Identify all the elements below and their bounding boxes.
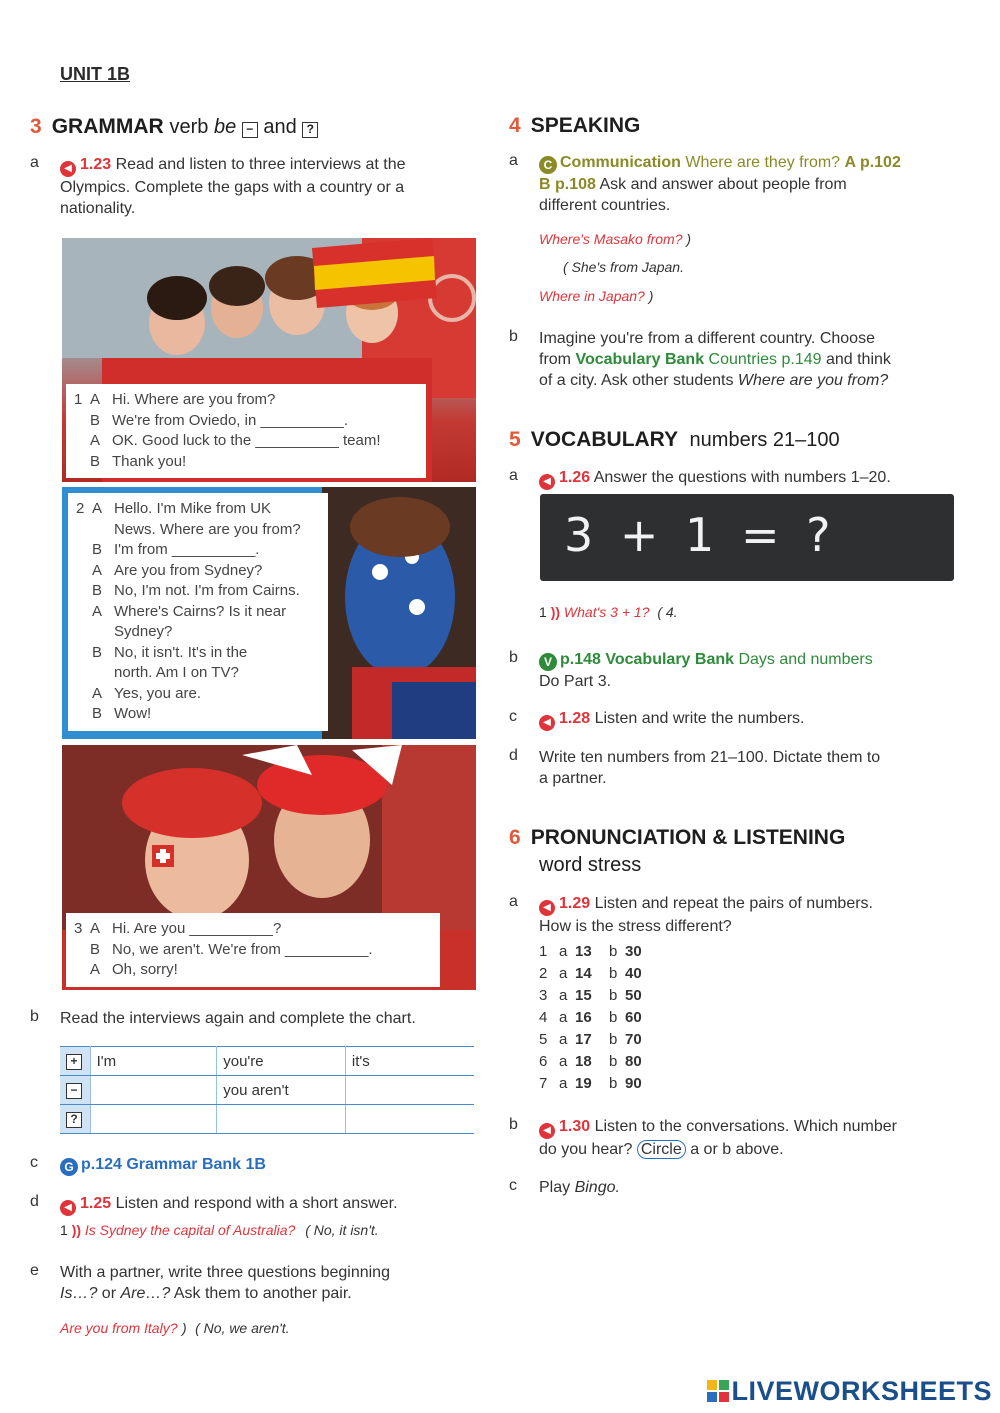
example-answer-bubble: ( No, we aren't. — [195, 1320, 290, 1336]
dialogue-speaker: A — [90, 920, 101, 937]
dialogue-number — [76, 663, 92, 684]
pair-value-a: 15 — [575, 987, 592, 1004]
dialogue-text: OK. Good luck to the __________ team! — [112, 432, 381, 449]
pair-value-a: 18 — [575, 1053, 592, 1070]
dialogue-speaker: A — [92, 500, 103, 517]
dialogue-line — [74, 452, 418, 473]
text-italic: Is…? — [60, 1285, 98, 1302]
dialogue-speaker: B — [90, 411, 101, 429]
dialogue-speaker — [92, 622, 114, 643]
pair-value-a: 14 — [575, 965, 592, 982]
item-letter: b — [509, 649, 518, 666]
text-line: Play — [539, 1179, 571, 1196]
pair-label-b: b — [609, 1075, 618, 1092]
pair-number: 7 — [539, 1075, 548, 1092]
grammar-bank-link[interactable] — [60, 1154, 266, 1176]
bubble-text: Where in Japan? — [539, 288, 645, 304]
chalkboard — [540, 494, 954, 581]
item-letter: e — [30, 1262, 39, 1279]
section-title: PRONUNCIATION & LISTENING — [530, 826, 846, 849]
dialogue-line — [74, 411, 418, 432]
s5d-instructions — [539, 747, 969, 789]
s5-example — [539, 604, 678, 620]
audio-icon[interactable]: ◀ — [60, 161, 76, 177]
speaker-icon: )) — [550, 604, 561, 620]
chart-cell[interactable]: I'm — [90, 1047, 217, 1076]
text-line: Listen and repeat the pairs of numbers. — [594, 895, 873, 912]
logo-text: LIVEWORKSHEETS — [731, 1376, 992, 1406]
dialogue-speaker: A — [92, 602, 103, 620]
chart-cell[interactable] — [345, 1105, 474, 1134]
dialogue-speaker: B — [92, 643, 103, 661]
example-answer: 4. — [665, 604, 678, 620]
text-line: a partner. — [539, 770, 607, 787]
pair-label-a: a — [559, 1075, 568, 1092]
section-subtitle — [170, 116, 319, 138]
number-pair — [539, 941, 655, 963]
text-line: Imagine you're from a different country. Choose — [539, 330, 875, 347]
dialogue-line — [76, 602, 320, 623]
bubble-text: She's from Japan. — [571, 259, 684, 275]
liveworksheets-logo[interactable] — [707, 1376, 992, 1407]
dialogue-line — [76, 622, 320, 643]
audio-track: 1.29 — [559, 895, 591, 912]
pair-value-a: 16 — [575, 1009, 592, 1026]
chart-cell[interactable]: you're — [217, 1047, 346, 1076]
subtitle-text: verb — [169, 116, 209, 138]
unit-title: UNIT 1B — [60, 64, 131, 84]
dialogue-line — [76, 663, 320, 684]
dialogue-number — [76, 704, 92, 725]
dialogue-text: Hi. Are you __________? — [112, 920, 282, 937]
example-answer-bubble: ( 4. — [657, 604, 678, 620]
dialogue-text: Where's Cairns? Is it near — [114, 602, 287, 620]
example-answer: No, it isn't. — [313, 1222, 379, 1238]
section-title: GRAMMAR — [51, 115, 164, 138]
dialogue-text: Thank you! — [112, 452, 187, 470]
vocab-bank-page[interactable]: Countries p.149 — [708, 351, 822, 368]
bubble-text: Where's Masako from? — [539, 231, 683, 247]
negative-box-icon: − — [242, 122, 258, 138]
chart-cell[interactable]: you aren't — [217, 1076, 346, 1105]
number-pair — [539, 1029, 655, 1051]
pair-value-b: 60 — [625, 1009, 642, 1026]
dialogue-text: Yes, you are. — [114, 684, 202, 702]
photo-australian-fan — [62, 487, 476, 739]
speech-bubble-3: Where in Japan? ) — [539, 288, 654, 304]
text-italic: Bingo. — [574, 1179, 620, 1196]
pair-value-b: 50 — [625, 987, 642, 1004]
speaker-icon: )) — [71, 1222, 82, 1238]
item-letter: d — [30, 1193, 39, 1210]
dialogue-text: Are you from Sydney? — [114, 561, 263, 579]
vocab-bank-icon: V — [539, 653, 557, 671]
text-line: Ask and answer about people from — [599, 176, 847, 193]
photo-spanish-fans — [62, 238, 476, 482]
number-pair — [539, 1007, 655, 1029]
dialogue-line — [76, 643, 320, 664]
pair-number: 5 — [539, 1031, 548, 1048]
chart-symbol-icon: ? — [66, 1112, 82, 1128]
text-line: Read and listen to three interviews at the — [115, 156, 406, 173]
dialogue-speaker: A — [92, 684, 103, 702]
dialogue-2 — [68, 493, 328, 731]
dialogue-speaker: B — [90, 940, 101, 958]
text-line: a or b above. — [690, 1141, 784, 1158]
logo-icon — [707, 1378, 729, 1400]
section-3-heading — [30, 115, 318, 139]
page-ref-a[interactable]: A p.102 — [844, 154, 901, 171]
dialogue-line — [76, 704, 320, 725]
grammar-bank-icon: G — [60, 1158, 78, 1176]
dialogue-text: Sydney? — [114, 623, 173, 640]
pair-label-a: a — [559, 1053, 568, 1070]
item-letter: a — [509, 152, 518, 169]
text-line: Ask them to another pair. — [173, 1285, 352, 1302]
pair-label-b: b — [609, 987, 618, 1004]
text-line: Listen and respond with a short answer. — [115, 1195, 398, 1212]
question-box-icon: ? — [302, 122, 318, 138]
s6a-instructions — [539, 893, 873, 937]
photo-swiss-fans — [62, 745, 476, 990]
dialogue-speaker: A — [90, 961, 101, 978]
item-letter: a — [509, 893, 518, 910]
chart-cell[interactable] — [90, 1105, 217, 1134]
s3a-instructions — [60, 154, 480, 219]
pair-value-b: 30 — [625, 943, 642, 960]
dialogue-speaker — [92, 520, 114, 541]
dialogue-text: No, it isn't. It's in the — [114, 643, 248, 661]
example-number: 1 — [539, 604, 547, 620]
pair-value-b: 40 — [625, 965, 642, 982]
dialogue-text: I'm from __________. — [114, 541, 260, 558]
subtitle-be: be — [213, 116, 237, 138]
pair-label-a: a — [559, 1031, 568, 1048]
pair-value-a: 17 — [575, 1031, 592, 1048]
dialogue-speaker — [92, 663, 114, 684]
audio-track: 1.26 — [559, 469, 591, 486]
section-title: VOCABULARY — [530, 428, 678, 451]
vocab-bank-link[interactable]: Vocabulary Bank — [575, 351, 705, 368]
dialogue-line — [76, 540, 320, 561]
section-number: 4 — [509, 114, 521, 137]
dialogue-number — [76, 622, 92, 643]
dialogue-line — [74, 960, 432, 981]
section-number: 5 — [509, 428, 521, 451]
audio-track: 1.28 — [559, 710, 591, 727]
audio-icon[interactable]: ◀ — [539, 715, 555, 731]
item-letter: a — [30, 154, 39, 171]
text-line: of a city. Ask other students — [539, 372, 734, 389]
dialogue-number — [76, 684, 92, 705]
chart-cell[interactable] — [90, 1076, 217, 1105]
pair-label-a: a — [559, 1009, 568, 1026]
audio-track: 1.25 — [80, 1195, 112, 1212]
item-letter: c — [509, 708, 517, 725]
s3e-example — [60, 1320, 290, 1338]
dialogue-line — [74, 940, 432, 961]
dialogue-number — [76, 540, 92, 561]
chart-cell[interactable] — [345, 1076, 474, 1105]
dialogue-line — [76, 581, 320, 602]
pair-number: 3 — [539, 987, 548, 1004]
dialogue-number — [76, 602, 92, 623]
text-line: Write ten numbers from 21–100. Dictate them to — [539, 749, 881, 766]
audio-icon[interactable]: ◀ — [539, 1123, 555, 1139]
text-italic: Where are you from? — [737, 372, 889, 389]
dialogue-text: We're from Oviedo, in __________. — [112, 411, 349, 429]
pair-value-a: 19 — [575, 1075, 592, 1092]
pair-value-b: 70 — [625, 1031, 642, 1048]
dialogue-text: Hi. Where are you from? — [112, 391, 276, 408]
dialogue-number: 2 — [76, 500, 85, 517]
text-italic: Are…? — [120, 1285, 171, 1302]
page-ref-b[interactable]: B p.108 — [539, 176, 596, 193]
dialogue-number — [74, 431, 90, 452]
number-pair — [539, 1051, 655, 1073]
grammar-bank-text: p.124 Grammar Bank 1B — [81, 1156, 266, 1173]
section-5-heading — [509, 428, 840, 452]
item-letter: c — [509, 1177, 517, 1194]
dialogue-line — [74, 919, 432, 940]
pair-number: 6 — [539, 1053, 548, 1070]
dialogue-line — [76, 561, 320, 582]
item-letter: c — [30, 1154, 38, 1171]
vocab-topic: Days and numbers — [738, 651, 873, 668]
chart-cell[interactable]: it's — [345, 1047, 474, 1076]
item-letter: d — [509, 747, 518, 764]
pair-label-a: a — [559, 943, 568, 960]
text-line: Answer the questions with numbers 1–20. — [593, 469, 891, 486]
audio-track: 1.30 — [559, 1118, 591, 1135]
pair-label-b: b — [609, 1009, 618, 1026]
communication-label: Communication — [560, 154, 681, 171]
s3b-instructions: Read the interviews again and complete the chart. — [60, 1010, 416, 1027]
pair-label-b: b — [609, 1031, 618, 1048]
s3d-instructions — [60, 1193, 398, 1216]
section-4-heading — [509, 114, 640, 138]
chart-symbol-icon: + — [66, 1054, 82, 1070]
pair-number: 1 — [539, 943, 548, 960]
chart-row — [60, 1105, 474, 1134]
pair-number: 2 — [539, 965, 548, 982]
dialogue-3 — [66, 913, 440, 987]
dialogue-line — [76, 499, 320, 520]
dialogue-text: No, we aren't. We're from __________. — [112, 940, 373, 958]
text-line: Listen and write the numbers. — [594, 710, 805, 727]
number-pair — [539, 1073, 655, 1095]
dialogue-text: Oh, sorry! — [112, 961, 178, 978]
dialogue-text: north. Am I on TV? — [114, 664, 239, 681]
audio-track: 1.23 — [80, 156, 112, 173]
dialogue-number — [74, 452, 90, 473]
chart-cell[interactable] — [217, 1105, 346, 1134]
dialogue-number — [74, 411, 90, 432]
chart-symbol-icon: − — [66, 1083, 82, 1099]
pair-label-b: b — [609, 1053, 618, 1070]
dialogue-line — [76, 520, 320, 541]
grammar-chart — [60, 1046, 474, 1134]
s6c-instructions — [539, 1177, 620, 1198]
section-subtitle: numbers 21–100 — [689, 429, 840, 451]
speech-bubble-1: Where's Masako from? ) — [539, 231, 692, 247]
dialogue-number — [76, 581, 92, 602]
text-line: Do Part 3. — [539, 673, 612, 690]
s5b-instructions — [539, 649, 873, 692]
chart-row — [60, 1047, 474, 1076]
item-letter: a — [509, 467, 518, 484]
text-line: How is the stress different? — [539, 918, 732, 935]
s4b-instructions — [539, 328, 969, 391]
s3d-example — [60, 1222, 379, 1238]
dialogue-number — [76, 643, 92, 664]
audio-icon[interactable]: ◀ — [60, 1200, 76, 1216]
vocab-bank-link[interactable]: Vocabulary Bank — [605, 651, 735, 668]
dialogue-text: News. Where are you from? — [114, 520, 301, 538]
dialogue-number — [76, 520, 92, 541]
dialogue-1 — [66, 384, 426, 478]
text-line: from — [539, 351, 571, 368]
section-6-heading — [509, 826, 845, 850]
dialogue-text: No, I'm not. I'm from Cairns. — [114, 582, 300, 599]
example-question: What's 3 + 1? — [563, 604, 650, 620]
item-letter: b — [509, 328, 518, 345]
subtitle-and: and — [263, 116, 297, 138]
example-question: Are you from Italy? — [60, 1320, 178, 1336]
circle-word: Circle — [637, 1140, 686, 1159]
bubble-bracket: ) — [181, 1320, 187, 1336]
section-title: SPEAKING — [530, 114, 641, 137]
pair-label-b: b — [609, 943, 618, 960]
number-pair — [539, 963, 655, 985]
example-answer: No, we aren't. — [203, 1320, 290, 1336]
communication-question: Where are they from? — [685, 154, 841, 171]
dialogue-number — [74, 960, 90, 981]
dialogue-speaker: A — [92, 561, 103, 579]
speech-bubble-2: ( She's from Japan. — [563, 259, 684, 275]
dialogue-speaker: A — [90, 432, 101, 449]
dialogue-number: 1 — [74, 391, 83, 408]
item-letter: b — [509, 1116, 518, 1133]
number-pair — [539, 985, 655, 1007]
audio-icon[interactable]: ◀ — [539, 900, 555, 916]
text-line: Olympics. Complete the gaps with a country or a — [60, 179, 405, 196]
audio-icon[interactable]: ◀ — [539, 474, 555, 490]
section-subtitle: word stress — [539, 854, 642, 876]
text-line: With a partner, write three questions beginning — [60, 1264, 390, 1281]
dialogue-speaker: A — [90, 391, 101, 408]
chart-symbol-cell — [60, 1105, 90, 1134]
pair-value-b: 90 — [625, 1075, 642, 1092]
chart-symbol-cell — [60, 1076, 90, 1105]
text-line: different countries. — [539, 197, 671, 214]
vocab-page[interactable]: p.148 — [560, 651, 601, 668]
dialogue-speaker: B — [90, 452, 101, 470]
section-number: 3 — [30, 115, 42, 138]
dialogue-speaker: B — [92, 541, 103, 558]
example-number: 1 — [60, 1222, 68, 1238]
chart-row — [60, 1076, 474, 1105]
pair-label-a: a — [559, 987, 568, 1004]
s4a-instructions — [539, 152, 959, 216]
chalkboard-text: 3 + 1 = ? — [564, 508, 837, 562]
number-pairs-list — [539, 941, 655, 1095]
s3e-instructions — [60, 1262, 480, 1304]
pair-label-b: b — [609, 965, 618, 982]
pair-label-a: a — [559, 965, 568, 982]
s6b-instructions — [539, 1116, 969, 1160]
dialogue-number — [74, 940, 90, 961]
text-line: do you hear? — [539, 1141, 633, 1158]
pair-value-b: 80 — [625, 1053, 642, 1070]
pair-number: 4 — [539, 1009, 548, 1026]
dialogue-text: Hello. I'm Mike from UK — [114, 500, 272, 517]
example-question: Is Sydney the capital of Australia? — [84, 1222, 296, 1238]
text-line: or — [101, 1285, 117, 1302]
communication-icon: C — [539, 156, 557, 174]
item-letter: b — [30, 1008, 39, 1025]
dialogue-line — [74, 390, 418, 411]
dialogue-line — [74, 431, 418, 452]
dialogue-speaker: B — [92, 705, 103, 722]
dialogue-number: 3 — [74, 920, 83, 937]
dialogue-speaker: B — [92, 582, 103, 599]
pair-value-a: 13 — [575, 943, 592, 960]
example-answer-bubble: ( No, it isn't. — [305, 1222, 379, 1238]
text-line: nationality. — [60, 200, 136, 217]
dialogue-text: Wow! — [114, 705, 152, 722]
text-line: Listen to the conversations. Which number — [594, 1118, 897, 1135]
s5c-instructions — [539, 708, 804, 731]
text-line: and think — [825, 351, 891, 368]
dialogue-number — [76, 561, 92, 582]
s5a-instructions — [539, 467, 891, 490]
section-number: 6 — [509, 826, 521, 849]
dialogue-line — [76, 684, 320, 705]
chart-symbol-cell — [60, 1047, 90, 1076]
